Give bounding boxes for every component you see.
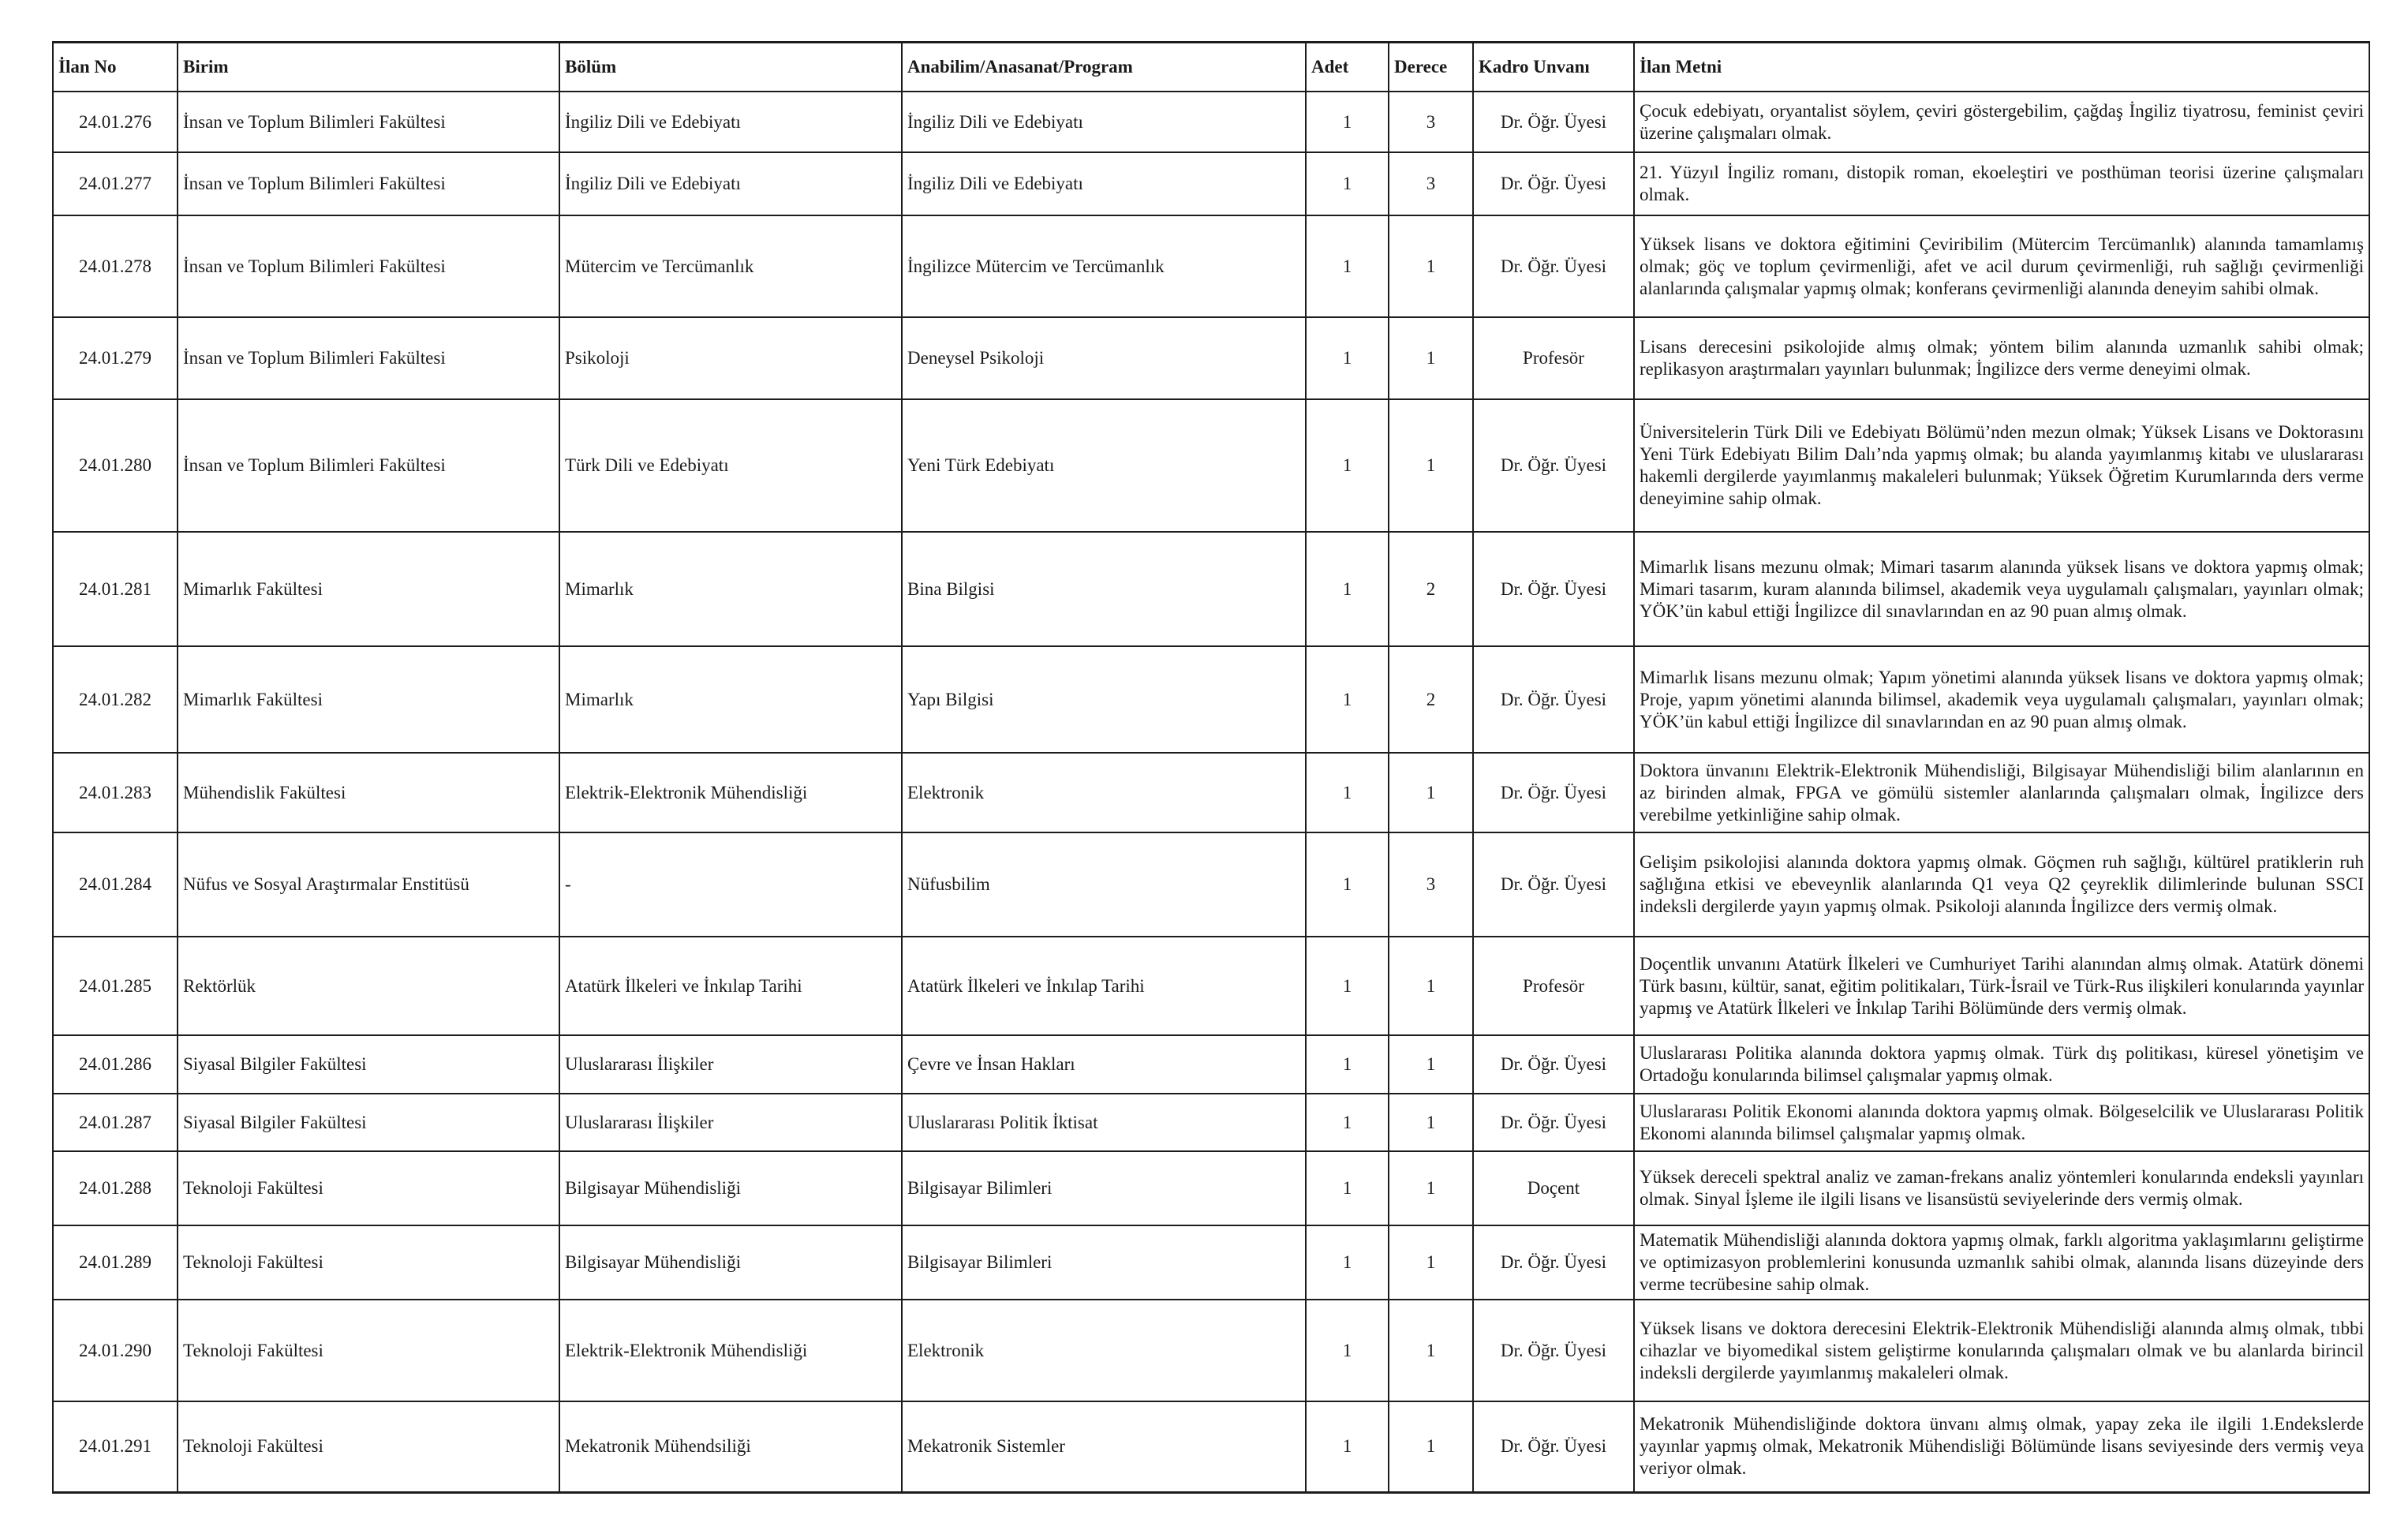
birim-cell: Mühendislik Fakültesi	[178, 753, 559, 832]
adet-cell: 1	[1306, 152, 1389, 215]
table-row	[53, 937, 2369, 1035]
ilan-metni-cell: Üniversitelerin Türk Dili ve Edebiyatı Bölümü’nden mezun olmak; Yüksek Lisans ve Doktorasını Yeni Türk Edebiyatı Bilim Dalı’nda yapmış olmak; bu alanda yayımlanmış kitabı ve uluslararası hakemli dergilerde yayımlanmış makaleleri bulunmak; Yüksek Öğretim Kurumlarında ders verme deneyimine sahip olmak.	[1634, 399, 2369, 532]
kadro-unvani-cell: Dr. Öğr. Üyesi	[1473, 1401, 1634, 1492]
kadro-unvani-cell: Doçent	[1473, 1151, 1634, 1225]
header-adet: Adet	[1306, 43, 1389, 92]
kadro-unvani-cell: Dr. Öğr. Üyesi	[1473, 1035, 1634, 1094]
birim-cell: Teknoloji Fakültesi	[178, 1151, 559, 1225]
header-ilan-metni: İlan Metni	[1634, 43, 2369, 92]
table-header-row	[53, 43, 2369, 92]
anabilim-cell: Elektronik	[902, 753, 1306, 832]
header-bolum: Bölüm	[559, 43, 902, 92]
derece-cell: 1	[1389, 1035, 1473, 1094]
ilan-metni-cell: Uluslararası Politik Ekonomi alanında doktora yapmış olmak. Bölgeselcilik ve Uluslararası Politik Ekonomi alanında bilimsel çalışmalar yapmış olmak.	[1634, 1094, 2369, 1151]
derece-cell: 3	[1389, 92, 1473, 152]
ilan-metni-cell: Gelişim psikolojisi alanında doktora yapmış olmak. Göçmen ruh sağlığı, kültürel pratiklerin ruh sağlığına etkisi ve ebeveynlik alanlarında Q1 veya Q2 çeyreklik dilimlerinde bulunan SSCI indeksli dergilerde yayın yapmış olmak. Psikoloji alanında İngilizce ders vermiş olmak.	[1634, 832, 2369, 937]
ilan-no-cell: 24.01.279	[53, 317, 178, 399]
derece-cell: 1	[1389, 1300, 1473, 1401]
derece-cell: 2	[1389, 646, 1473, 753]
ilan-no-cell: 24.01.276	[53, 92, 178, 152]
adet-cell: 1	[1306, 1094, 1389, 1151]
ilan-no-cell: 24.01.283	[53, 753, 178, 832]
birim-cell: Mimarlık Fakültesi	[178, 532, 559, 646]
adet-cell: 1	[1306, 646, 1389, 753]
ilan-metni-cell: Mekatronik Mühendisliğinde doktora ünvanı almış olmak, yapay zeka ile ilgili 1.Endekslerde yayınlar yapmış olmak, Mekatronik Mühendisliği Bölümünde lisans seviyesinde ders vermiş veya veriyor olmak.	[1634, 1401, 2369, 1492]
derece-cell: 1	[1389, 937, 1473, 1035]
table-row	[53, 1401, 2369, 1492]
ilan-no-cell: 24.01.291	[53, 1401, 178, 1492]
header-birim: Birim	[178, 43, 559, 92]
table-row	[53, 152, 2369, 215]
adet-cell: 1	[1306, 1300, 1389, 1401]
derece-cell: 1	[1389, 215, 1473, 317]
bolum-cell: Türk Dili ve Edebiyatı	[559, 399, 902, 532]
anabilim-cell: Atatürk İlkeleri ve İnkılap Tarihi	[902, 937, 1306, 1035]
adet-cell: 1	[1306, 317, 1389, 399]
anabilim-cell: İngiliz Dili ve Edebiyatı	[902, 92, 1306, 152]
header-anabilim: Anabilim/Anasanat/Program	[902, 43, 1306, 92]
bolum-cell: Bilgisayar Mühendisliği	[559, 1225, 902, 1300]
derece-cell: 1	[1389, 1401, 1473, 1492]
birim-cell: Siyasal Bilgiler Fakültesi	[178, 1035, 559, 1094]
ilan-no-cell: 24.01.288	[53, 1151, 178, 1225]
adet-cell: 1	[1306, 753, 1389, 832]
kadro-unvani-cell: Dr. Öğr. Üyesi	[1473, 1300, 1634, 1401]
kadro-unvani-cell: Dr. Öğr. Üyesi	[1473, 92, 1634, 152]
bolum-cell: Mimarlık	[559, 646, 902, 753]
birim-cell: Teknoloji Fakültesi	[178, 1225, 559, 1300]
table-row	[53, 532, 2369, 646]
birim-cell: Mimarlık Fakültesi	[178, 646, 559, 753]
table-row	[53, 399, 2369, 532]
bolum-cell: Psikoloji	[559, 317, 902, 399]
table-row	[53, 832, 2369, 937]
ilan-metni-cell: Lisans derecesini psikolojide almış olmak; yöntem bilim alanında uzmanlık sahibi olmak; replikasyon araştırmaları yayınları bulunmak; İngilizce ders verme deneyimi olmak.	[1634, 317, 2369, 399]
derece-cell: 1	[1389, 1151, 1473, 1225]
anabilim-cell: İngilizce Mütercim ve Tercümanlık	[902, 215, 1306, 317]
adet-cell: 1	[1306, 1151, 1389, 1225]
ilan-metni-cell: Doçentlik unvanını Atatürk İlkeleri ve Cumhuriyet Tarihi alanından almış olmak. Atatürk dönemi Türk basını, kültür, sanat, eğitim politikaları, Türk-İsrail ve Türk-Rus ilişkileri konularında yayınlar yapmış ve Atatürk İlkeleri ve İnkılap Tarihi Bölümünde ders vermiş olmak.	[1634, 937, 2369, 1035]
ilan-metni-cell: Mimarlık lisans mezunu olmak; Yapım yönetimi alanında yüksek lisans ve doktora yapmış olmak; Proje, yapım yönetimi alanında bilimsel, akademik veya uygulamalı çalışmaları, yayınları olmak; YÖK’ün kabul ettiği İngilizce dil sınavlarından en az 90 puan almış olmak.	[1634, 646, 2369, 753]
kadro-unvani-cell: Dr. Öğr. Üyesi	[1473, 832, 1634, 937]
derece-cell: 1	[1389, 1094, 1473, 1151]
anabilim-cell: Bilgisayar Bilimleri	[902, 1151, 1306, 1225]
birim-cell: İnsan ve Toplum Bilimleri Fakültesi	[178, 215, 559, 317]
anabilim-cell: Uluslararası Politik İktisat	[902, 1094, 1306, 1151]
kadro-unvani-cell: Profesör	[1473, 937, 1634, 1035]
table-row	[53, 646, 2369, 753]
adet-cell: 1	[1306, 832, 1389, 937]
job-posting-table	[52, 41, 2370, 1494]
ilan-no-cell: 24.01.281	[53, 532, 178, 646]
anabilim-cell: Yapı Bilgisi	[902, 646, 1306, 753]
anabilim-cell: Nüfusbilim	[902, 832, 1306, 937]
birim-cell: Siyasal Bilgiler Fakültesi	[178, 1094, 559, 1151]
bolum-cell: -	[559, 832, 902, 937]
anabilim-cell: Mekatronik Sistemler	[902, 1401, 1306, 1492]
birim-cell: İnsan ve Toplum Bilimleri Fakültesi	[178, 92, 559, 152]
kadro-unvani-cell: Profesör	[1473, 317, 1634, 399]
adet-cell: 1	[1306, 215, 1389, 317]
derece-cell: 1	[1389, 1225, 1473, 1300]
birim-cell: Nüfus ve Sosyal Araştırmalar Enstitüsü	[178, 832, 559, 937]
ilan-no-cell: 24.01.287	[53, 1094, 178, 1151]
birim-cell: Teknoloji Fakültesi	[178, 1300, 559, 1401]
ilan-metni-cell: Matematik Mühendisliği alanında doktora yapmış olmak, farklı algoritma yaklaşımlarını geliştirme ve optimizasyon problemlerini konusunda uzmanlık sahibi olmak, alanında lisans düzeyinde ders verme tecrübesine sahip olmak.	[1634, 1225, 2369, 1300]
bolum-cell: Elektrik-Elektronik Mühendisliği	[559, 753, 902, 832]
bolum-cell: İngiliz Dili ve Edebiyatı	[559, 152, 902, 215]
kadro-unvani-cell: Dr. Öğr. Üyesi	[1473, 753, 1634, 832]
ilan-metni-cell: 21. Yüzyıl İngiliz romanı, distopik roman, ekoeleştiri ve posthüman teorisi üzerine çalışmaları olmak.	[1634, 152, 2369, 215]
bolum-cell: Mekatronik Mühendsiliği	[559, 1401, 902, 1492]
table-row	[53, 92, 2369, 152]
ilan-no-cell: 24.01.286	[53, 1035, 178, 1094]
ilan-no-cell: 24.01.290	[53, 1300, 178, 1401]
table-row	[53, 1035, 2369, 1094]
table-row	[53, 753, 2369, 832]
adet-cell: 1	[1306, 399, 1389, 532]
kadro-unvani-cell: Dr. Öğr. Üyesi	[1473, 215, 1634, 317]
table-row	[53, 215, 2369, 317]
bolum-cell: Uluslararası İlişkiler	[559, 1094, 902, 1151]
bolum-cell: İngiliz Dili ve Edebiyatı	[559, 92, 902, 152]
kadro-unvani-cell: Dr. Öğr. Üyesi	[1473, 1225, 1634, 1300]
anabilim-cell: Yeni Türk Edebiyatı	[902, 399, 1306, 532]
kadro-unvani-cell: Dr. Öğr. Üyesi	[1473, 646, 1634, 753]
derece-cell: 1	[1389, 753, 1473, 832]
derece-cell: 1	[1389, 399, 1473, 532]
derece-cell: 1	[1389, 317, 1473, 399]
table-row	[53, 1151, 2369, 1225]
anabilim-cell: Çevre ve İnsan Hakları	[902, 1035, 1306, 1094]
derece-cell: 2	[1389, 532, 1473, 646]
table-row	[53, 1300, 2369, 1401]
header-derece: Derece	[1389, 43, 1473, 92]
ilan-no-cell: 24.01.277	[53, 152, 178, 215]
kadro-unvani-cell: Dr. Öğr. Üyesi	[1473, 399, 1634, 532]
adet-cell: 1	[1306, 1225, 1389, 1300]
ilan-no-cell: 24.01.282	[53, 646, 178, 753]
birim-cell: İnsan ve Toplum Bilimleri Fakültesi	[178, 152, 559, 215]
adet-cell: 1	[1306, 92, 1389, 152]
table-row	[53, 317, 2369, 399]
adet-cell: 1	[1306, 532, 1389, 646]
table-row	[53, 1094, 2369, 1151]
kadro-unvani-cell: Dr. Öğr. Üyesi	[1473, 532, 1634, 646]
adet-cell: 1	[1306, 937, 1389, 1035]
ilan-metni-cell: Yüksek lisans ve doktora derecesini Elektrik-Elektronik Mühendisliği alanında almış olmak, tıbbi cihazlar ve biyomedikal sistem geliştirme konularında çalışmaları olmak ve bu alanlarda birincil indeksli dergilerde yayımlanmış makaleleri olmak.	[1634, 1300, 2369, 1401]
adet-cell: 1	[1306, 1401, 1389, 1492]
bolum-cell: Mimarlık	[559, 532, 902, 646]
birim-cell: Teknoloji Fakültesi	[178, 1401, 559, 1492]
ilan-metni-cell: Yüksek dereceli spektral analiz ve zaman-frekans analiz yöntemleri konularında endeksli yayınları olmak. Sinyal İşleme ile ilgili lisans ve lisansüstü seviyelerinde ders vermiş olmak.	[1634, 1151, 2369, 1225]
bolum-cell: Mütercim ve Tercümanlık	[559, 215, 902, 317]
kadro-unvani-cell: Dr. Öğr. Üyesi	[1473, 152, 1634, 215]
anabilim-cell: Bina Bilgisi	[902, 532, 1306, 646]
derece-cell: 3	[1389, 832, 1473, 937]
birim-cell: Rektörlük	[178, 937, 559, 1035]
table-row	[53, 1225, 2369, 1300]
header-ilan-no: İlan No	[53, 43, 178, 92]
derece-cell: 3	[1389, 152, 1473, 215]
ilan-no-cell: 24.01.280	[53, 399, 178, 532]
ilan-no-cell: 24.01.278	[53, 215, 178, 317]
bolum-cell: Bilgisayar Mühendisliği	[559, 1151, 902, 1225]
anabilim-cell: Bilgisayar Bilimleri	[902, 1225, 1306, 1300]
ilan-no-cell: 24.01.284	[53, 832, 178, 937]
header-kadro-unvani: Kadro Unvanı	[1473, 43, 1634, 92]
ilan-metni-cell: Uluslararası Politika alanında doktora yapmış olmak. Türk dış politikası, küresel yönetişim ve Ortadoğu konularında bilimsel çalışmalar yapmış olmak.	[1634, 1035, 2369, 1094]
ilan-metni-cell: Çocuk edebiyatı, oryantalist söylem, çeviri göstergebilim, çağdaş İngiliz tiyatrosu, feminist çeviri üzerine çalışmaları olmak.	[1634, 92, 2369, 152]
birim-cell: İnsan ve Toplum Bilimleri Fakültesi	[178, 317, 559, 399]
anabilim-cell: Deneysel Psikoloji	[902, 317, 1306, 399]
kadro-unvani-cell: Dr. Öğr. Üyesi	[1473, 1094, 1634, 1151]
birim-cell: İnsan ve Toplum Bilimleri Fakültesi	[178, 399, 559, 532]
ilan-metni-cell: Yüksek lisans ve doktora eğitimini Çeviribilim (Mütercim Tercümanlık) alanında tamamlamış olmak; göç ve toplum çevirmenliği, afet ve acil durum çevirmenliği, ruh sağlığı çevirmenliği alanlarında çalışmalar yapmış olmak; konferans çevirmenliği alanında deneyim sahibi olmak.	[1634, 215, 2369, 317]
bolum-cell: Elektrik-Elektronik Mühendisliği	[559, 1300, 902, 1401]
ilan-no-cell: 24.01.285	[53, 937, 178, 1035]
bolum-cell: Uluslararası İlişkiler	[559, 1035, 902, 1094]
bolum-cell: Atatürk İlkeleri ve İnkılap Tarihi	[559, 937, 902, 1035]
ilan-metni-cell: Doktora ünvanını Elektrik-Elektronik Mühendisliği, Bilgisayar Mühendisliği bilim alanlarının en az birinden almak, FPGA ve gömülü sistemler alanlarında çalışmaları olmak, İngilizce ders verebilme yetkinliğine sahip olmak.	[1634, 753, 2369, 832]
anabilim-cell: İngiliz Dili ve Edebiyatı	[902, 152, 1306, 215]
anabilim-cell: Elektronik	[902, 1300, 1306, 1401]
adet-cell: 1	[1306, 1035, 1389, 1094]
ilan-metni-cell: Mimarlık lisans mezunu olmak; Mimari tasarım alanında yüksek lisans ve doktora yapmış olmak; Mimari tasarım, kuram alanında bilimsel, akademik veya uygulamalı çalışmaları, yayınları olmak; YÖK’ün kabul ettiği İngilizce dil sınavlarından en az 90 puan almış olmak.	[1634, 532, 2369, 646]
ilan-no-cell: 24.01.289	[53, 1225, 178, 1300]
